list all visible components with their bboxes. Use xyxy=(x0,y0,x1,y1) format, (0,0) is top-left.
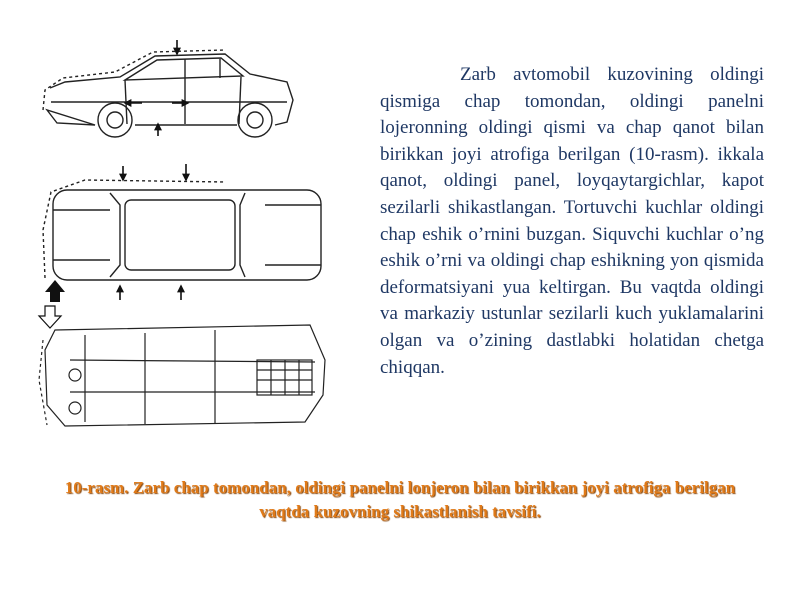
body-paragraph: Zarb avtomobil kuzovining oldingi qismiga chap tomondan, oldingi panelni lojeronning oldingi qismi va chap qanot bilan birikkan joyi atrofiga berilgan (10-rasm). ikkala qanot, oldingi panel, loyqaytargichlar, kapot sezilarli shikastlangan. Tortuvchi kuchlar oldingi chap eshik o’rnini buzgan. Siquvchi kuchlar o’ng eshik o’rni va oldingi chap eshikning yon qismida deformatsiyani yua keltirgan. Bu vaqtda oldingi va markaziy ustunlar sezilarli kuch yuklamalarini olgan va o’zining dastlabki holatidan chetga chiqqan. xyxy=(380,64,764,378)
impact-arrow-icon xyxy=(45,280,65,302)
figure-caption: 10-rasm. Zarb chap tomondan, oldingi panelni lonjeron bilan birikkan joyi atrofiga berilgan vaqtda kuzovning shikastlanish tavsifi. xyxy=(64,478,736,521)
car-damage-figure xyxy=(25,30,370,440)
car-top-view xyxy=(43,180,321,280)
hollow-arrow-icon xyxy=(39,306,61,328)
car-side-view xyxy=(43,50,293,137)
side-view-force-arrows xyxy=(125,40,188,136)
car-underbody-view xyxy=(39,325,325,426)
